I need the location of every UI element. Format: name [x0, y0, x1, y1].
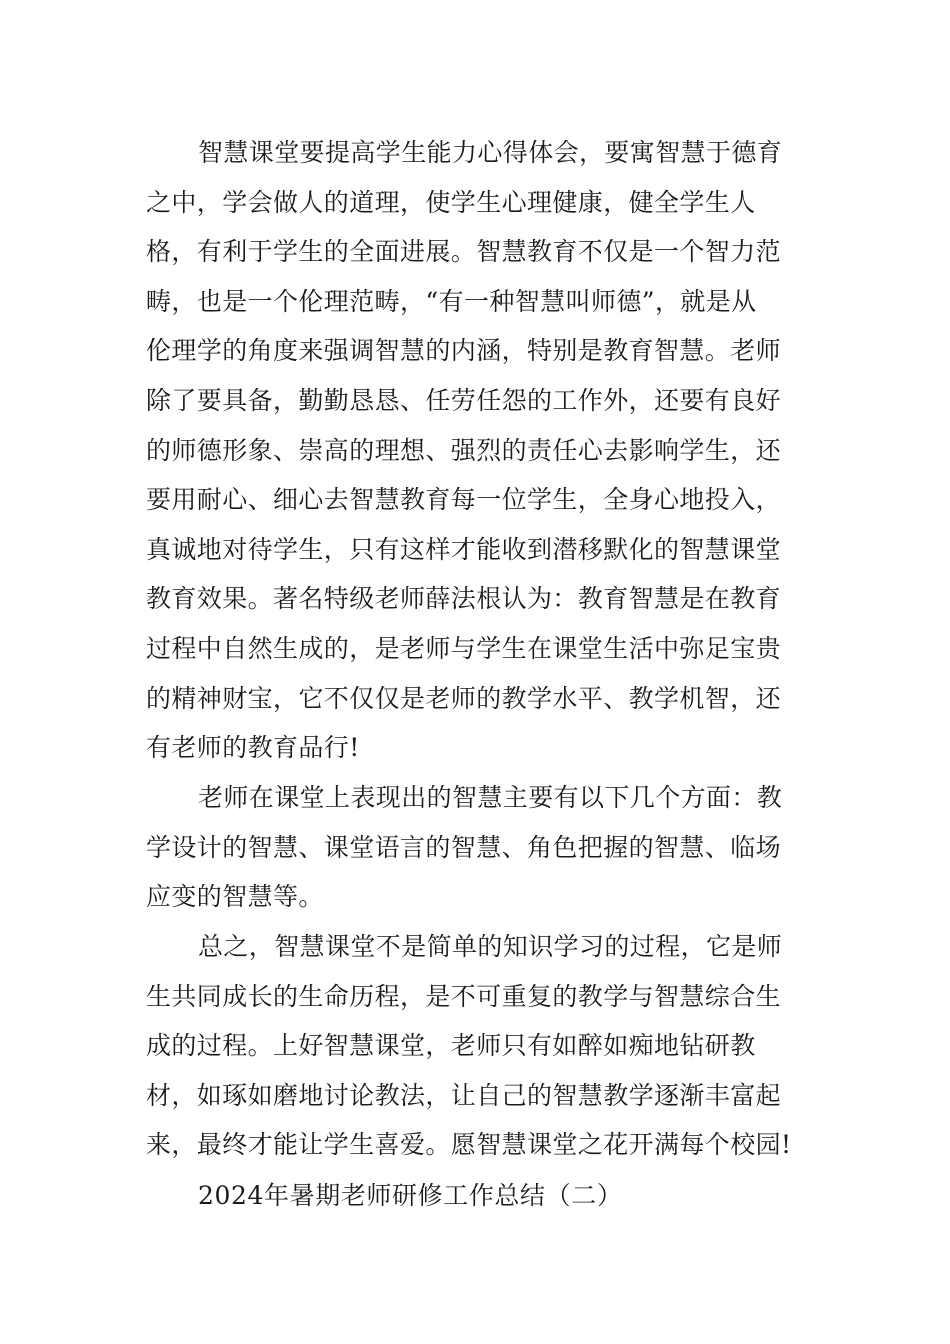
- text-line: 总之，智慧课堂不是简单的知识学习的过程，它是师: [198, 932, 783, 961]
- section-heading: 2024年暑期老师研修工作总结（二）: [198, 1181, 623, 1210]
- text-line: 除了要具备，勤勤恳恳、任劳任怨的工作外，还要有良好: [146, 385, 782, 415]
- paragraph-2: [146, 773, 794, 922]
- text-line: 有老师的教育品行!: [146, 733, 360, 763]
- text-line: 成的过程。上好智慧课堂，老师只有如醉如痴地钻研教: [146, 1031, 756, 1061]
- text-line: 格，有利于学生的全面进展。智慧教育不仅是一个智力范: [146, 237, 782, 267]
- paragraph-1: [146, 128, 794, 773]
- text-line: 要用耐心、细心去智慧教育每一位学生，全身心地投入，: [146, 485, 782, 515]
- text-line: 生共同成长的生命历程，是不可重复的教学与智慧综合生: [146, 981, 782, 1011]
- text-line: 来，最终才能让学生喜爱。愿智慧课堂之花开满每个校园!: [146, 1130, 792, 1160]
- text-line: 的精神财宝，它不仅仅是老师的教学水平、教学机智，还: [146, 683, 782, 713]
- paragraph-3: [146, 922, 794, 1170]
- text-line: 真诚地对待学生，只有这样才能收到潜移默化的智慧课堂: [146, 534, 782, 564]
- text-line: 的师德形象、崇高的理想、强烈的责任心去影响学生，还: [146, 435, 782, 465]
- text-line: 之中，学会做人的道理，使学生心理健康，健全学生人: [146, 187, 756, 217]
- text-line: 过程中自然生成的，是老师与学生在课堂生活中弥足宝贵: [146, 633, 782, 663]
- text-line: 材，如琢如磨地讨论教法，让自己的智慧教学逐渐丰富起: [146, 1080, 782, 1110]
- text-line: 学设计的智慧、课堂语言的智慧、角色把握的智慧、临场: [146, 832, 782, 862]
- text-line: 教育效果。著名特级老师薛法根认为：教育智慧是在教育: [146, 584, 782, 614]
- text-line: 畴，也是一个伦理范畴，“有一种智慧叫师德”，就是从: [146, 286, 757, 316]
- text-line: 伦理学的角度来强调智慧的内涵，特别是教育智慧。老师: [146, 336, 782, 366]
- text-line: 老师在课堂上表现出的智慧主要有以下几个方面：教: [198, 783, 783, 812]
- text-line: 智慧课堂要提高学生能力心得体会，要寓智慧于德育: [198, 138, 783, 167]
- text-line: 应变的智慧等。: [146, 882, 324, 912]
